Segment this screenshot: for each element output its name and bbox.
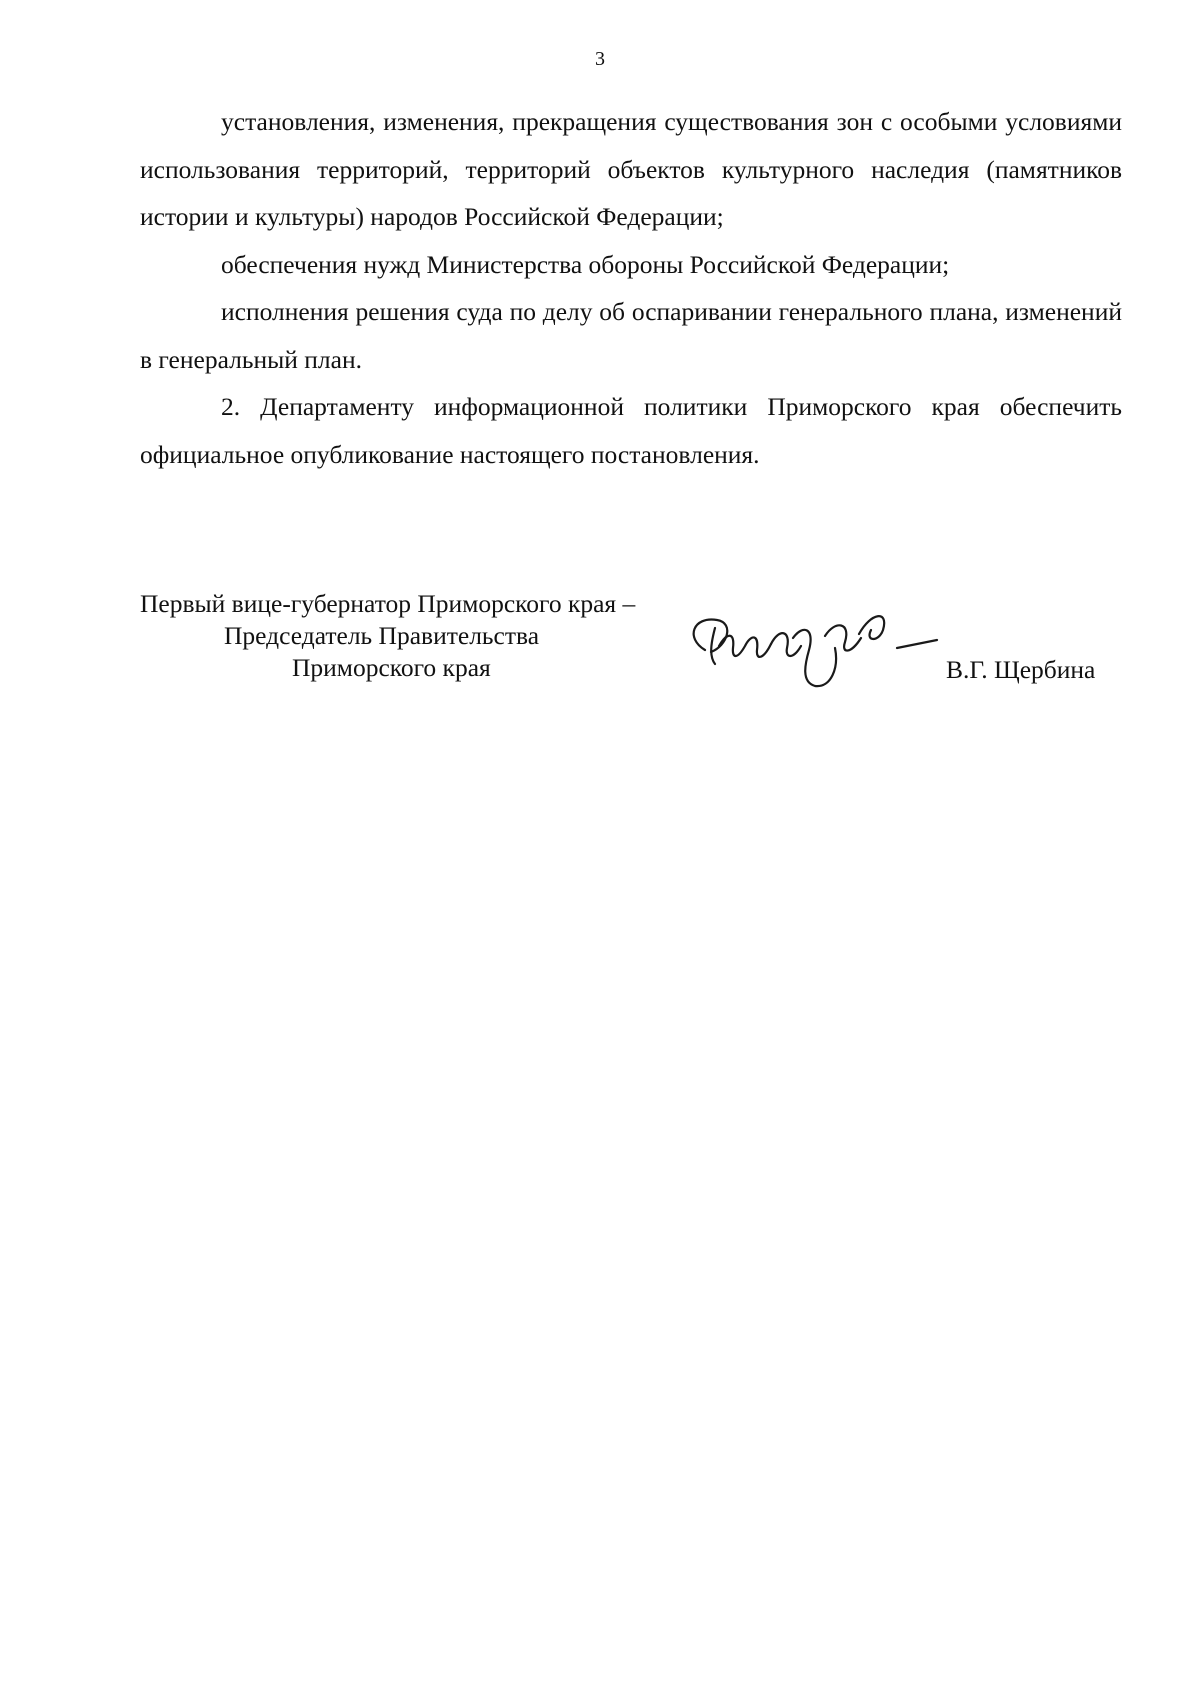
document-body	[140, 98, 1122, 478]
signatory-position-line2: Председатель Правительства	[224, 621, 540, 650]
signatory-position-line1: Первый вице-губернатор Приморского края –	[140, 589, 636, 618]
paragraph-zones: установления, изменения, прекращения существования зон с особыми условиями использования территорий, территорий объектов культурного наследия (памятников истории и культуры) народов Российской Федерации;	[140, 107, 1122, 231]
paragraph-court-decision: исполнения решения суда по делу об оспаривании генерального плана, изменений в генеральный план.	[140, 297, 1122, 374]
paragraph-defense-ministry: обеспечения нужд Министерства обороны Российской Федерации;	[221, 249, 950, 279]
handwritten-signature-icon	[675, 598, 955, 708]
signatory-position-line3: Приморского края	[292, 653, 491, 682]
paragraph-publication-order: 2. Департаменту информационной политики Приморского края обеспечить официальное опубликование настоящего постановления.	[140, 392, 1122, 469]
signatory-name: В.Г. Щербина	[946, 655, 1096, 684]
signature-block	[140, 588, 1122, 708]
page-number: 3	[595, 48, 605, 70]
